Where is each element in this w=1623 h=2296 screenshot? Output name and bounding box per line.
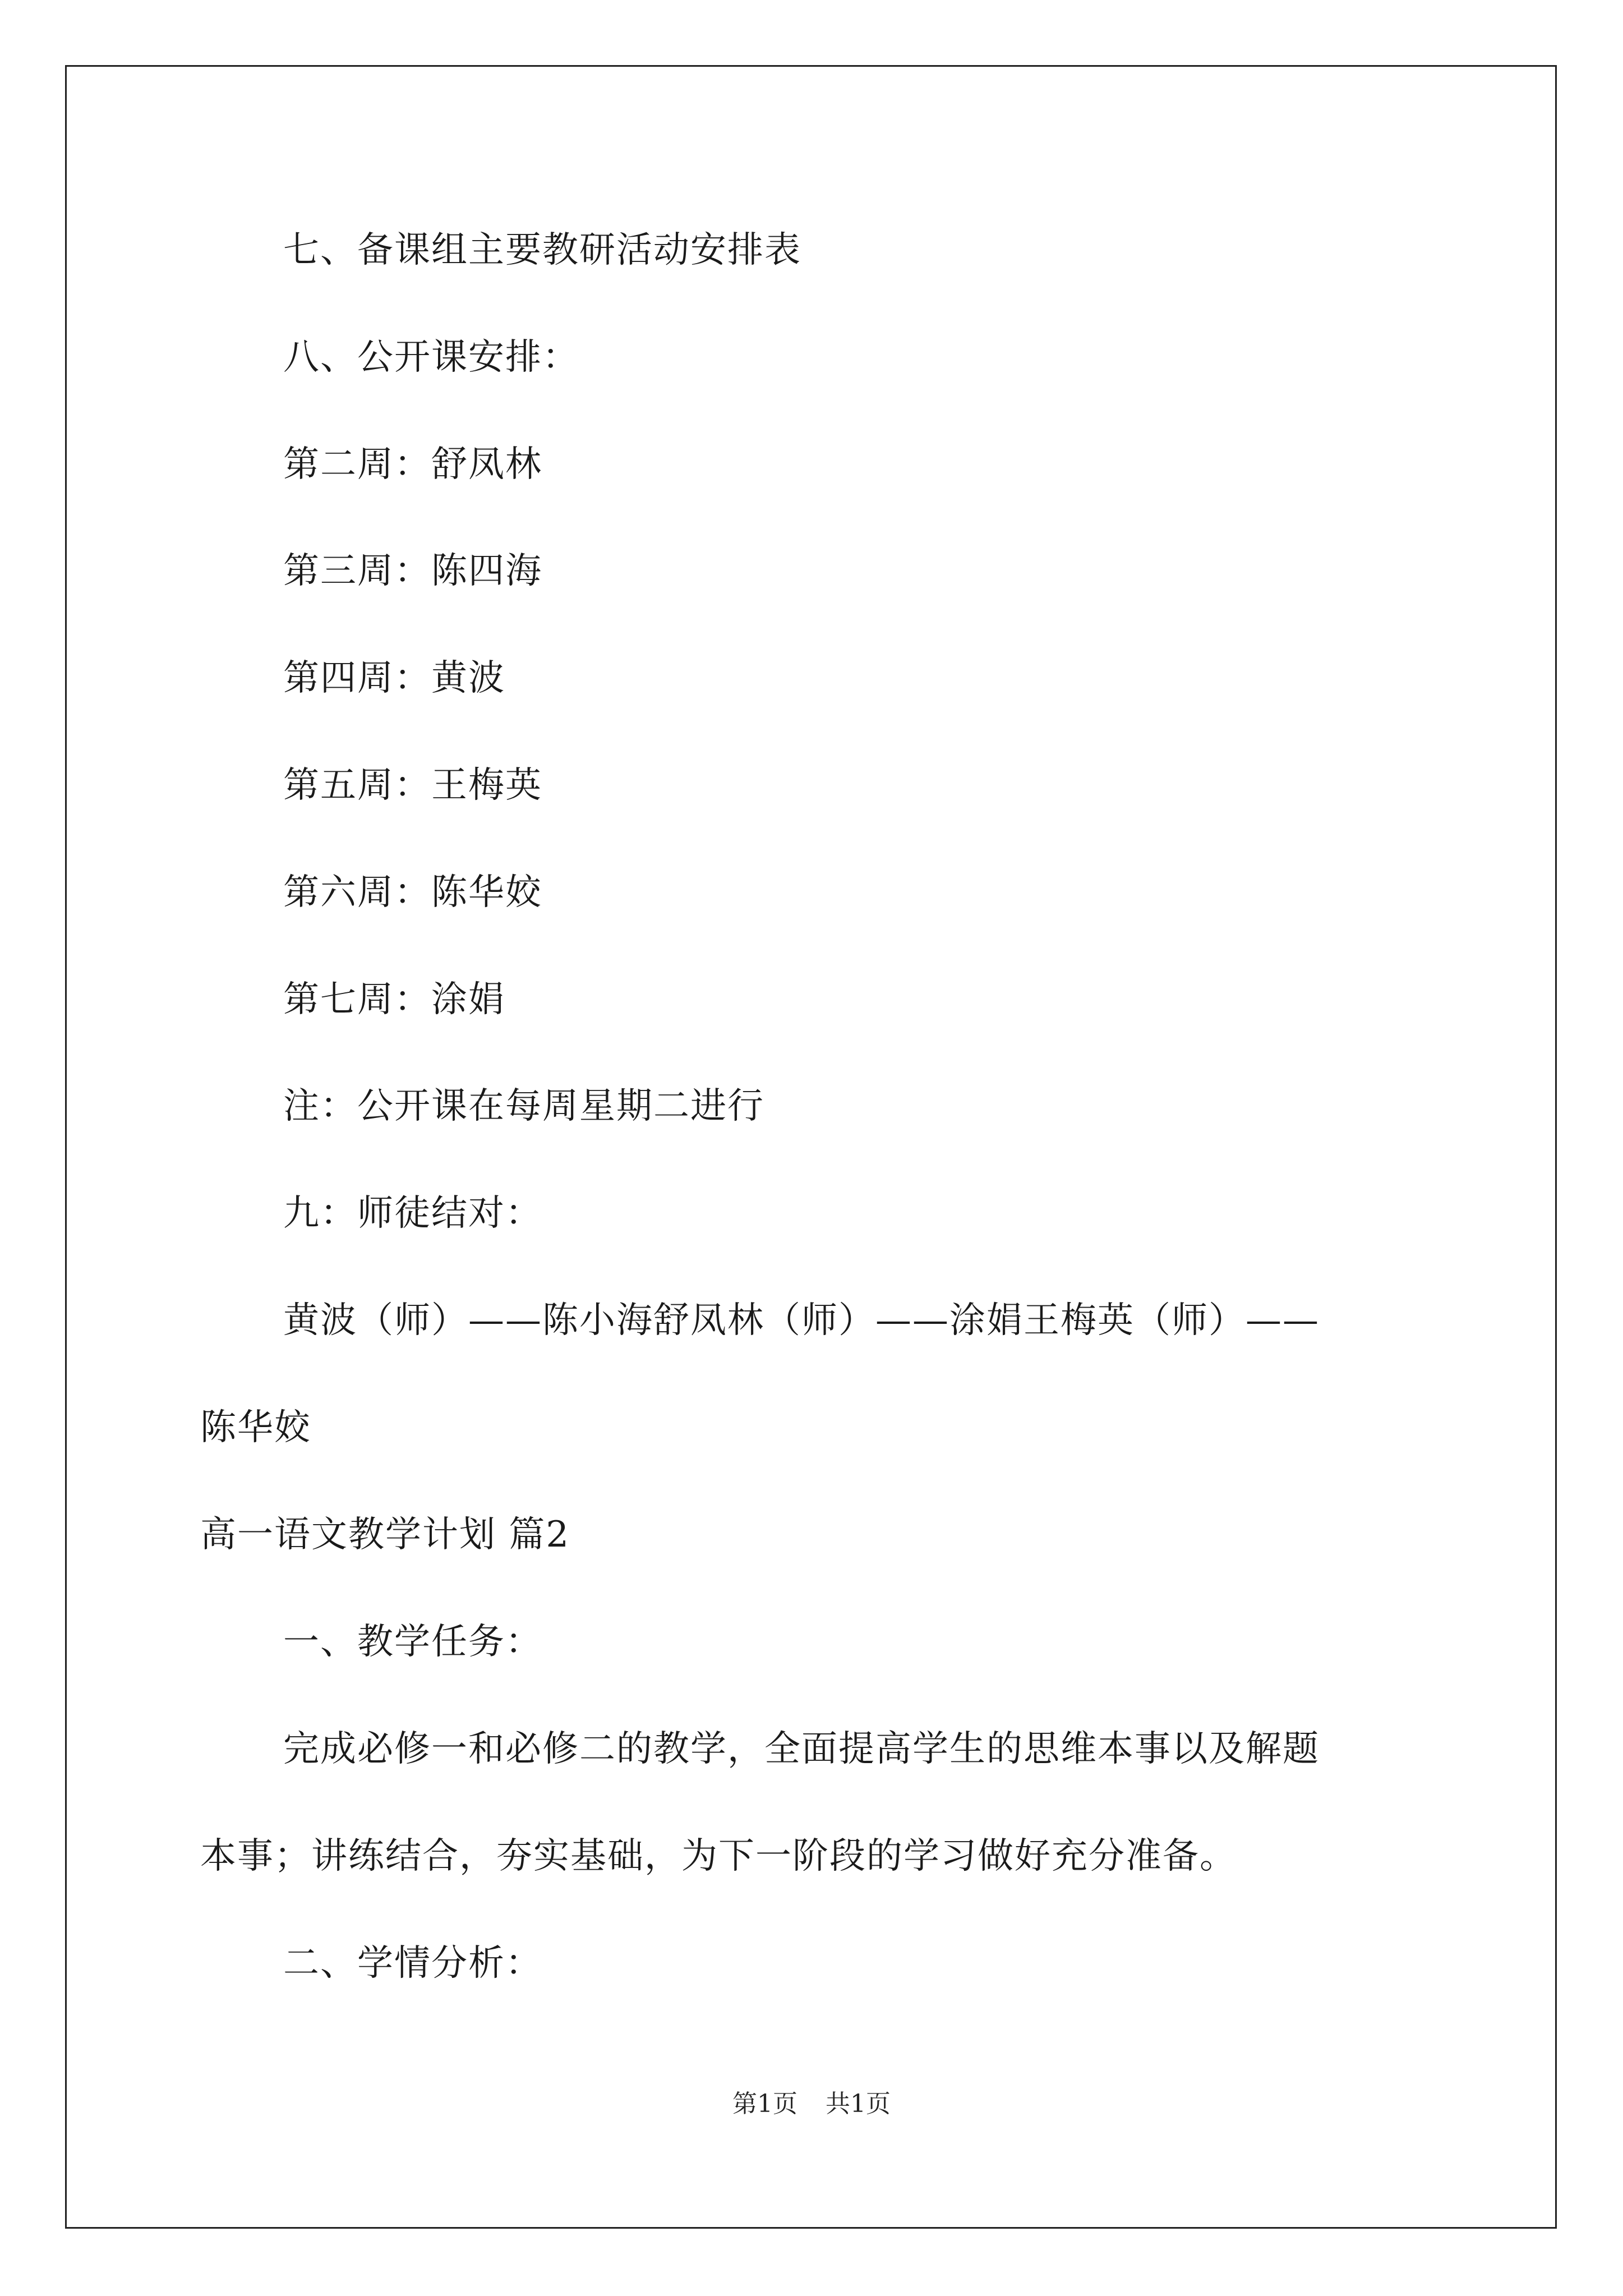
plan-title: 高一语文教学计划 篇2 bbox=[200, 1514, 570, 1556]
schedule-week-6: 第六周：陈华姣 bbox=[283, 872, 542, 913]
schedule-week-5: 第五周：王梅英 bbox=[283, 765, 542, 806]
teaching-task-para-line-1: 完成必修一和必修二的教学，全面提高学生的思维本事以及解题 bbox=[283, 1728, 1320, 1770]
section-8-heading: 八、公开课安排： bbox=[283, 337, 579, 378]
section-9-heading: 九：师徒结对： bbox=[283, 1193, 542, 1234]
page-number: 第1页 bbox=[732, 2090, 797, 2118]
schedule-week-7: 第七周：涂娟 bbox=[283, 979, 505, 1020]
student-analysis-heading: 二、学情分析： bbox=[283, 1943, 542, 1984]
teaching-task-heading: 一、教学任务： bbox=[283, 1621, 542, 1663]
schedule-week-2: 第二周：舒凤林 bbox=[283, 444, 542, 485]
mentor-pairs-line-1: 黄波（师）——陈小海舒凤林（师）——涂娟王梅英（师）—— bbox=[283, 1300, 1320, 1341]
schedule-week-4: 第四周：黄波 bbox=[283, 657, 505, 699]
schedule-week-3: 第三周：陈四海 bbox=[283, 550, 542, 592]
schedule-note: 注：公开课在每周星期二进行 bbox=[283, 1085, 764, 1127]
section-7-heading: 七、备课组主要教研活动安排表 bbox=[283, 229, 801, 271]
page-border bbox=[65, 65, 1557, 2229]
page-total: 共1页 bbox=[826, 2090, 891, 2118]
page-footer bbox=[0, 2088, 1623, 2120]
teaching-task-para-line-2: 本事；讲练结合，夯实基础，为下一阶段的学习做好充分准备。 bbox=[200, 1835, 1237, 1877]
mentor-pairs-line-2: 陈华姣 bbox=[200, 1407, 311, 1448]
